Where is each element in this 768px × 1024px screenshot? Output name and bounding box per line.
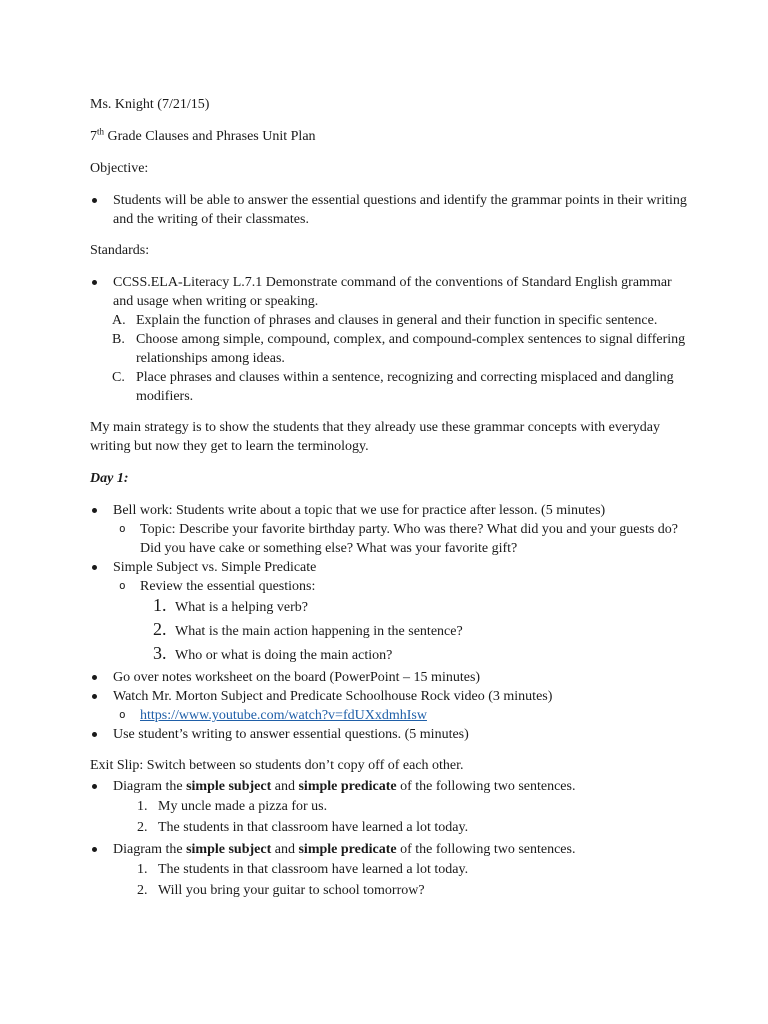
author-line: Ms. Knight (7/21/15) <box>90 97 210 112</box>
sentence-2-2: 2. Will you bring your guitar to school tomorrow? <box>137 883 425 898</box>
video-item: Watch Mr. Morton Subject and Predicate Schoolhouse Rock video (3 minutes) <box>90 687 690 706</box>
standard-item-c: C. Place phrases and clauses within a sentence, recognizing and correcting misplaced and dangling modifiers. <box>112 370 674 404</box>
topic-item: o Topic: Describe your favorite birthday party. Who was there? What did you and your guests do? Did you have cake or something else? What was your favorite gift? <box>90 520 690 558</box>
standard-main: CCSS.ELA-Literacy L.7.1 Demonstrate command of the conventions of Standard English grammar and usage when writing or speaking. <box>90 273 690 311</box>
sentence-2-1: 1. The students in that classroom have learned a lot today. <box>137 862 469 877</box>
question-2: 2. What is the main action happening in the sentence? <box>153 619 463 639</box>
review-item: o Review the essential questions: <box>90 577 690 596</box>
question-3: 3. Who or what is doing the main action? <box>153 643 393 663</box>
simple-subject-item: Simple Subject vs. Simple Predicate <box>90 558 690 577</box>
exit-slip-intro: Exit Slip: Switch between so students don’t copy off of each other. <box>90 758 464 773</box>
document-page <box>90 95 690 901</box>
strategy-paragraph: My main strategy is to show the students that they already use these grammar concepts with everyday writing but now they get to learn the terminology. <box>90 420 660 454</box>
diagram-instruction-1: Diagram the simple subject and simple predicate of the following two sentences. <box>90 777 690 796</box>
bell-work-item: Bell work: Students write about a topic that we use for practice after lesson. (5 minutes) <box>90 501 690 520</box>
exit-slip-list <box>90 777 690 901</box>
day1-heading: Day 1: <box>90 471 129 486</box>
document-title: 7th Grade Clauses and Phrases Unit Plan <box>90 126 316 144</box>
sentence-1-1: 1. My uncle made a pizza for us. <box>137 799 328 814</box>
video-link-item <box>90 706 690 725</box>
standards-list <box>90 273 690 406</box>
use-writing-item: Use student’s writing to answer essential questions. (5 minutes) <box>90 725 690 744</box>
objective-item: Students will be able to answer the essential questions and identify the grammar points in their writing and the writing of their classmates. <box>90 191 690 229</box>
standards-heading: Standards: <box>90 243 150 258</box>
notes-item: Go over notes worksheet on the board (PowerPoint – 15 minutes) <box>90 668 690 687</box>
sentence-1-2: 2. The students in that classroom have learned a lot today. <box>137 820 469 835</box>
question-1: 1. What is a helping verb? <box>153 595 308 615</box>
standard-item-a: A. Explain the function of phrases and clauses in general and their function in specific sentence. <box>112 313 658 328</box>
standard-item-b: B. Choose among simple, compound, complex, and compound-complex sentences to signal differing relationships among ideas. <box>112 332 686 366</box>
diagram-instruction-2: Diagram the simple subject and simple predicate of the following two sentences. <box>90 840 690 859</box>
day1-list <box>90 501 690 744</box>
objective-list <box>90 191 690 229</box>
video-link[interactable]: https://www.youtube.com/watch?v=fdUXxdmhIsw <box>140 708 427 723</box>
objective-heading: Objective: <box>90 161 149 176</box>
